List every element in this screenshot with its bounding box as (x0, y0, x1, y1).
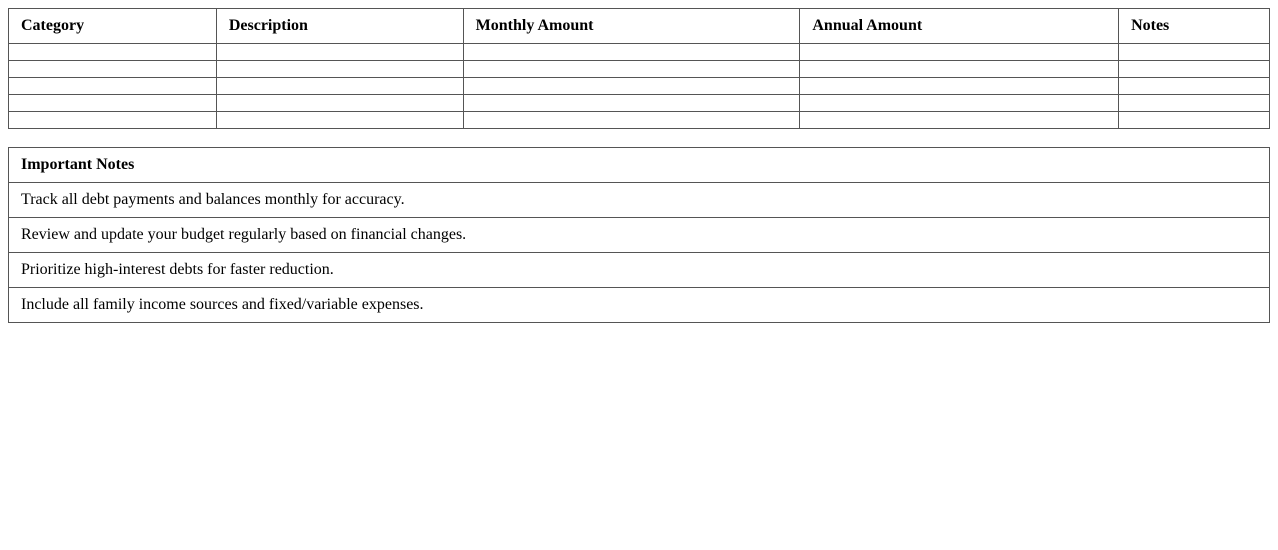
cell-monthly-amount[interactable] (463, 78, 800, 95)
table-row (9, 95, 1270, 112)
cell-monthly-amount[interactable] (463, 44, 800, 61)
cell-notes[interactable] (1119, 112, 1270, 129)
cell-description[interactable] (216, 61, 463, 78)
cell-monthly-amount[interactable] (463, 61, 800, 78)
cell-annual-amount[interactable] (800, 112, 1119, 129)
note-text: Prioritize high-interest debts for faster reduction. (9, 253, 1270, 288)
list-item (9, 218, 1270, 253)
list-item (9, 288, 1270, 323)
note-text: Include all family income sources and fixed/variable expenses. (9, 288, 1270, 323)
header-category: Category (9, 9, 217, 44)
cell-category[interactable] (9, 95, 217, 112)
header-notes: Notes (1119, 9, 1270, 44)
list-item (9, 253, 1270, 288)
budget-table (8, 8, 1270, 129)
cell-annual-amount[interactable] (800, 61, 1119, 78)
cell-monthly-amount[interactable] (463, 112, 800, 129)
cell-notes[interactable] (1119, 44, 1270, 61)
cell-notes[interactable] (1119, 61, 1270, 78)
header-description: Description (216, 9, 463, 44)
cell-description[interactable] (216, 44, 463, 61)
table-row (9, 112, 1270, 129)
header-monthly-amount: Monthly Amount (463, 9, 800, 44)
cell-description[interactable] (216, 78, 463, 95)
cell-category[interactable] (9, 44, 217, 61)
table-row (9, 44, 1270, 61)
important-notes-table (8, 147, 1270, 323)
note-text: Track all debt payments and balances monthly for accuracy. (9, 183, 1270, 218)
table-row (9, 61, 1270, 78)
cell-description[interactable] (216, 112, 463, 129)
cell-annual-amount[interactable] (800, 95, 1119, 112)
table-row (9, 78, 1270, 95)
notes-title: Important Notes (9, 148, 1270, 183)
cell-category[interactable] (9, 112, 217, 129)
notes-header-row (9, 148, 1270, 183)
cell-annual-amount[interactable] (800, 44, 1119, 61)
cell-description[interactable] (216, 95, 463, 112)
cell-annual-amount[interactable] (800, 78, 1119, 95)
cell-notes[interactable] (1119, 95, 1270, 112)
cell-notes[interactable] (1119, 78, 1270, 95)
cell-category[interactable] (9, 61, 217, 78)
budget-header-row (9, 9, 1270, 44)
header-annual-amount: Annual Amount (800, 9, 1119, 44)
note-text: Review and update your budget regularly based on financial changes. (9, 218, 1270, 253)
cell-category[interactable] (9, 78, 217, 95)
cell-monthly-amount[interactable] (463, 95, 800, 112)
list-item (9, 183, 1270, 218)
